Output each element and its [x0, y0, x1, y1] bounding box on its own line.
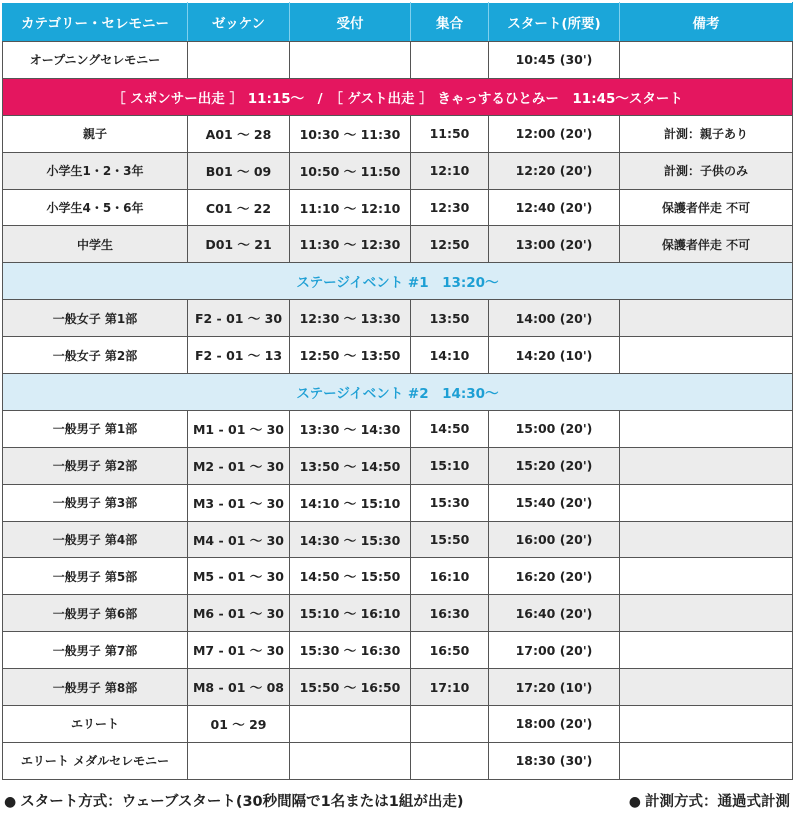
cell-start: 13:00 (20'): [489, 226, 620, 263]
cell-start: 15:40 (20'): [489, 484, 620, 521]
cell-assembly: 14:50: [411, 410, 489, 447]
cell-assembly: [411, 42, 489, 79]
header-category: カテゴリー・セレモニー: [3, 3, 188, 42]
cell-category: 小学生1・2・3年: [3, 152, 188, 189]
start-method-text: スタート方式：ウェーブスタート(30秒間隔で1名または1組が出走): [20, 794, 464, 810]
bullet-icon: ●: [4, 794, 17, 810]
cell-assembly: 15:50: [411, 521, 489, 558]
cell-reception: 11:10 〜 12:10: [290, 189, 411, 226]
table-row: [3, 115, 793, 152]
cell-notes: [620, 484, 793, 521]
cell-start: 16:20 (20'): [489, 558, 620, 595]
cell-reception: 14:10 〜 15:10: [290, 484, 411, 521]
cell-category: 一般男子 第8部: [3, 669, 188, 706]
table-body: [3, 42, 793, 780]
cell-reception: 13:30 〜 14:30: [290, 410, 411, 447]
cell-start: 14:00 (20'): [489, 300, 620, 337]
table-row: [3, 337, 793, 374]
table-row: [3, 300, 793, 337]
cell-notes: [620, 669, 793, 706]
cell-start: 15:00 (20'): [489, 410, 620, 447]
cell-bib: [188, 742, 290, 779]
cell-notes: [620, 42, 793, 79]
cell-notes: [620, 706, 793, 743]
cell-category: 一般男子 第2部: [3, 447, 188, 484]
table-row: [3, 669, 793, 706]
cell-category: 一般男子 第6部: [3, 595, 188, 632]
cell-assembly: 15:10: [411, 447, 489, 484]
cell-start: 16:40 (20'): [489, 595, 620, 632]
footer-start-method: [4, 790, 463, 811]
cell-category: オープニングセレモニー: [3, 42, 188, 79]
header-reception: 受付: [290, 3, 411, 42]
cell-assembly: [411, 742, 489, 779]
cell-reception: 11:30 〜 12:30: [290, 226, 411, 263]
cell-bib: M6 - 01 〜 30: [188, 595, 290, 632]
cell-reception: 10:30 〜 11:30: [290, 115, 411, 152]
stage-event-row: [3, 374, 793, 411]
table-row: [3, 484, 793, 521]
cell-category: 一般女子 第2部: [3, 337, 188, 374]
cell-category: 一般女子 第1部: [3, 300, 188, 337]
cell-bib: M4 - 01 〜 30: [188, 521, 290, 558]
cell-assembly: 12:50: [411, 226, 489, 263]
cell-reception: 12:50 〜 13:50: [290, 337, 411, 374]
cell-bib: F2 - 01 〜 13: [188, 337, 290, 374]
table-row: [3, 189, 793, 226]
cell-assembly: 12:30: [411, 189, 489, 226]
stage-event-row: [3, 263, 793, 300]
cell-assembly: 16:30: [411, 595, 489, 632]
cell-start: 17:00 (20'): [489, 632, 620, 669]
table-header-row: [3, 3, 793, 42]
cell-category: 一般男子 第4部: [3, 521, 188, 558]
cell-start: 16:00 (20'): [489, 521, 620, 558]
cell-start: 15:20 (20'): [489, 447, 620, 484]
schedule-table-wrapper: [2, 2, 792, 780]
cell-bib: D01 〜 21: [188, 226, 290, 263]
cell-reception: [290, 742, 411, 779]
cell-category: 親子: [3, 115, 188, 152]
cell-reception: 15:10 〜 16:10: [290, 595, 411, 632]
table-row: [3, 152, 793, 189]
cell-bib: [188, 42, 290, 79]
cell-notes: [620, 447, 793, 484]
cell-start: 12:20 (20'): [489, 152, 620, 189]
table-row: [3, 558, 793, 595]
cell-reception: [290, 706, 411, 743]
footer-timing-method: [629, 790, 790, 811]
cell-bib: A01 〜 28: [188, 115, 290, 152]
cell-bib: 01 〜 29: [188, 706, 290, 743]
cell-notes: [620, 632, 793, 669]
cell-assembly: 15:30: [411, 484, 489, 521]
table-row: [3, 42, 793, 79]
schedule-table: [2, 2, 793, 780]
cell-bib: B01 〜 09: [188, 152, 290, 189]
cell-bib: M5 - 01 〜 30: [188, 558, 290, 595]
cell-start: 12:00 (20'): [489, 115, 620, 152]
cell-assembly: 16:50: [411, 632, 489, 669]
stage-event-text: ステージイベント #2 14:30〜: [3, 374, 793, 411]
cell-assembly: 11:50: [411, 115, 489, 152]
cell-category: 一般男子 第1部: [3, 410, 188, 447]
cell-reception: 12:30 〜 13:30: [290, 300, 411, 337]
header-start: スタート(所要): [489, 3, 620, 42]
cell-assembly: 17:10: [411, 669, 489, 706]
cell-start: 10:45 (30'): [489, 42, 620, 79]
cell-category: エリート: [3, 706, 188, 743]
cell-start: 18:30 (30'): [489, 742, 620, 779]
table-row: [3, 706, 793, 743]
cell-bib: M7 - 01 〜 30: [188, 632, 290, 669]
cell-bib: F2 - 01 〜 30: [188, 300, 290, 337]
cell-assembly: 13:50: [411, 300, 489, 337]
cell-bib: M1 - 01 〜 30: [188, 410, 290, 447]
footer-notes: [4, 790, 790, 811]
cell-notes: [620, 300, 793, 337]
stage-event-text: ステージイベント #1 13:20〜: [3, 263, 793, 300]
cell-bib: M2 - 01 〜 30: [188, 447, 290, 484]
header-assembly: 集合: [411, 3, 489, 42]
cell-start: 18:00 (20'): [489, 706, 620, 743]
table-row: [3, 595, 793, 632]
cell-reception: 10:50 〜 11:50: [290, 152, 411, 189]
table-row: [3, 632, 793, 669]
timing-method-text: 計測方式：通過式計測: [645, 794, 790, 810]
cell-bib: M8 - 01 〜 08: [188, 669, 290, 706]
table-row: [3, 226, 793, 263]
cell-notes: [620, 521, 793, 558]
cell-reception: 14:50 〜 15:50: [290, 558, 411, 595]
cell-start: 14:20 (10'): [489, 337, 620, 374]
header-notes: 備考: [620, 3, 793, 42]
banner-row: [3, 78, 793, 115]
cell-category: エリート メダルセレモニー: [3, 742, 188, 779]
cell-notes: [620, 742, 793, 779]
table-row: [3, 521, 793, 558]
cell-start: 17:20 (10'): [489, 669, 620, 706]
cell-assembly: 12:10: [411, 152, 489, 189]
cell-category: 中学生: [3, 226, 188, 263]
cell-notes: 計測：子供のみ: [620, 152, 793, 189]
table-row: [3, 447, 793, 484]
cell-assembly: 16:10: [411, 558, 489, 595]
bullet-icon: ●: [628, 794, 641, 810]
cell-notes: [620, 558, 793, 595]
cell-notes: [620, 410, 793, 447]
cell-notes: [620, 595, 793, 632]
cell-bib: M3 - 01 〜 30: [188, 484, 290, 521]
cell-category: 小学生4・5・6年: [3, 189, 188, 226]
cell-reception: 15:30 〜 16:30: [290, 632, 411, 669]
cell-notes: 保護者伴走 不可: [620, 189, 793, 226]
cell-category: 一般男子 第7部: [3, 632, 188, 669]
cell-reception: 14:30 〜 15:30: [290, 521, 411, 558]
cell-category: 一般男子 第5部: [3, 558, 188, 595]
cell-assembly: 14:10: [411, 337, 489, 374]
cell-category: 一般男子 第3部: [3, 484, 188, 521]
table-row: [3, 410, 793, 447]
cell-reception: 13:50 〜 14:50: [290, 447, 411, 484]
cell-notes: 保護者伴走 不可: [620, 226, 793, 263]
cell-reception: [290, 42, 411, 79]
cell-notes: [620, 337, 793, 374]
banner-text: ［ スポンサー出走 ］ 11:15〜 / ［ ゲスト出走 ］ きゃっするひとみー 11:45〜スタート: [3, 78, 793, 115]
table-row: [3, 742, 793, 779]
cell-notes: 計測：親子あり: [620, 115, 793, 152]
cell-bib: C01 〜 22: [188, 189, 290, 226]
cell-reception: 15:50 〜 16:50: [290, 669, 411, 706]
cell-start: 12:40 (20'): [489, 189, 620, 226]
header-bib: ゼッケン: [188, 3, 290, 42]
cell-assembly: [411, 706, 489, 743]
